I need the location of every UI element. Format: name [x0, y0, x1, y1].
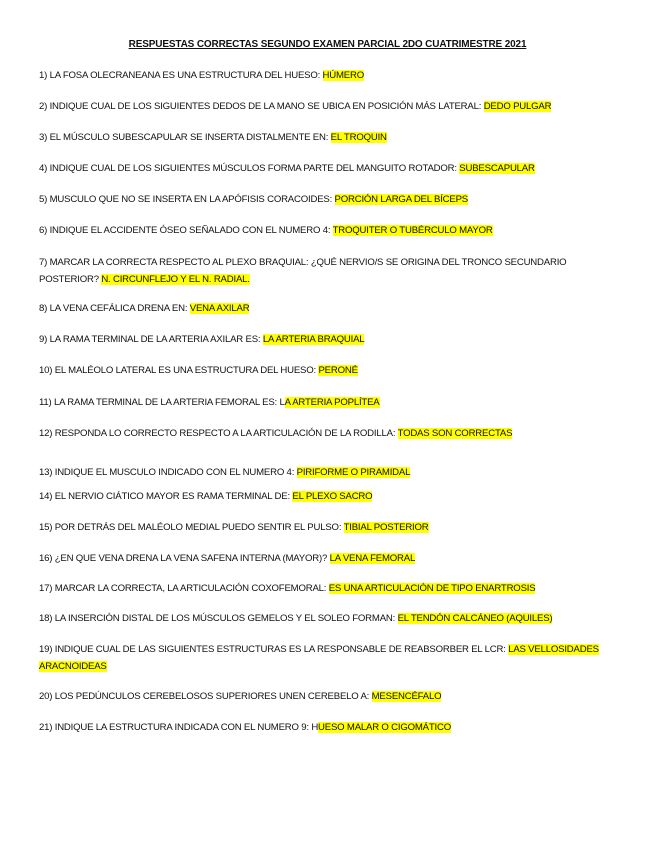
answer-highlight: TIBIAL POSTERIOR [343, 522, 429, 533]
answer-highlight: TROQUITER O TUBÉRCULO MAYOR [332, 225, 493, 236]
answer-highlight: N. CIRCUNFLEJO Y EL N. RADIAL. [101, 274, 250, 285]
answer-highlight: PIRIFORME O PIRAMIDAL [296, 467, 411, 478]
answer-highlight: PERONÉ [318, 365, 358, 376]
question-5: 5) MUSCULO QUE NO SE INSERTA EN LA APÓFISIS CORACOIDES: PORCIÓN LARGA DEL BÍCEPS [39, 194, 468, 205]
question-8: 8) LA VENA CEFÁLICA DRENA EN: VENA AXILAR [39, 303, 250, 314]
question-11: 11) LA RAMA TERMINAL DE LA ARTERIA FEMORAL ES: LA ARTERIA POPLÍTEA [39, 397, 380, 408]
question-14: 14) EL NERVIO CIÁTICO MAYOR ES RAMA TERMINAL DE: EL PLEXO SACRO [39, 491, 373, 502]
question-15: 15) POR DETRÁS DEL MALÉOLO MEDIAL PUEDO SENTIR EL PULSO: TIBIAL POSTERIOR [39, 522, 429, 533]
question-4: 4) INDIQUE CUAL DE LOS SIGUIENTES MÚSCULOS FORMA PARTE DEL MANGUITO ROTADOR: SUBESCAPULAR [39, 163, 535, 174]
answer-highlight: LA ARTERIA BRAQUIAL [262, 334, 365, 345]
question-12: 12) RESPONDA LO CORRECTO RESPECTO A LA ARTICULACIÓN DE LA RODILLA: TODAS SON CORRECTAS [39, 428, 513, 439]
answer-highlight: ES UNA ARTICULACIÓN DE TIPO ENARTROSIS [328, 583, 536, 594]
answer-highlight: LAS VELLOSIDADES ARACNOIDEAS [39, 644, 599, 672]
answer-highlight: EL PLEXO SACRO [292, 491, 373, 502]
answer-highlight: UESO MALAR O CIGOMÁTICO [318, 722, 451, 733]
answer-highlight: PORCIÓN LARGA DEL BÍCEPS [334, 194, 468, 205]
question-9: 9) LA RAMA TERMINAL DE LA ARTERIA AXILAR ES: LA ARTERIA BRAQUIAL [39, 334, 365, 345]
question-18: 18) LA INSERCIÓN DISTAL DE LOS MÚSCULOS GEMELOS Y EL SOLEO FORMAN: EL TENDÓN CALCÁNEO (AQUILES) [39, 613, 553, 624]
question-13: 13) INDIQUE EL MUSCULO INDICADO CON EL NUMERO 4: PIRIFORME O PIRAMIDAL [39, 467, 411, 478]
question-17: 17) MARCAR LA CORRECTA, LA ARTICULACIÓN COXOFEMORAL: ES UNA ARTICULACIÓN DE TIPO ENARTROSIS [39, 583, 536, 594]
answer-highlight: SUBESCAPULAR [459, 163, 535, 174]
question-6: 6) INDIQUE EL ACCIDENTE ÓSEO SEÑALADO CON EL NUMERO 4: TROQUITER O TUBÉRCULO MAYOR [39, 225, 493, 236]
question-7: 7) MARCAR LA CORRECTA RESPECTO AL PLEXO BRAQUIAL: ¿QUÉ NERVIO/S SE ORIGINA DEL TRONCO SECUNDARIO POSTERIOR? N. CIRCUNFLEJO Y EL N. RADIAL. [39, 257, 567, 285]
answer-highlight: EL TENDÓN CALCÁNEO (AQUILES) [397, 613, 553, 624]
question-1: 1) LA FOSA OLECRANEANA ES UNA ESTRUCTURA DEL HUESO: HÚMERO [39, 70, 364, 81]
question-10: 10) EL MALÉOLO LATERAL ES UNA ESTRUCTURA DEL HUESO: PERONÉ [39, 365, 358, 376]
answer-highlight: EL TROQUIN [330, 132, 387, 143]
answer-highlight: DEDO PULGAR [483, 101, 552, 112]
answer-highlight: TODAS SON CORRECTAS [397, 428, 513, 439]
answer-highlight: A ARTERIA POPLÍTEA [284, 397, 380, 408]
question-21: 21) INDIQUE LA ESTRUCTURA INDICADA CON EL NUMERO 9: HUESO MALAR O CIGOMÁTICO [39, 722, 451, 733]
question-20: 20) LOS PEDÚNCULOS CEREBELOSOS SUPERIORES UNEN CEREBELO A: MESENCÉFALO [39, 691, 442, 702]
question-3: 3) EL MÚSCULO SUBESCAPULAR SE INSERTA DISTALMENTE EN: EL TROQUIN [39, 132, 387, 143]
document-title: RESPUESTAS CORRECTAS SEGUNDO EXAMEN PARCIAL 2DO CUATRIMESTRE 2021 [128, 39, 527, 50]
question-19: 19) INDIQUE CUAL DE LAS SIGUIENTES ESTRUCTURAS ES LA RESPONSABLE DE REABSORBER EL LCR: LAS VELLOSIDADES ARACNOIDEAS [39, 644, 599, 672]
answer-highlight: MESENCÉFALO [371, 691, 442, 702]
question-16: 16) ¿EN QUE VENA DRENA LA VENA SAFENA INTERNA (MAYOR)? LA VENA FEMORAL [39, 553, 416, 564]
answer-highlight: LA VENA FEMORAL [329, 553, 416, 564]
answer-highlight: HÚMERO [322, 70, 364, 81]
answer-highlight: VENA AXILAR [189, 303, 250, 314]
question-2: 2) INDIQUE CUAL DE LOS SIGUIENTES DEDOS DE LA MANO SE UBICA EN POSICIÓN MÁS LATERAL: DEDO PULGAR [39, 101, 552, 112]
